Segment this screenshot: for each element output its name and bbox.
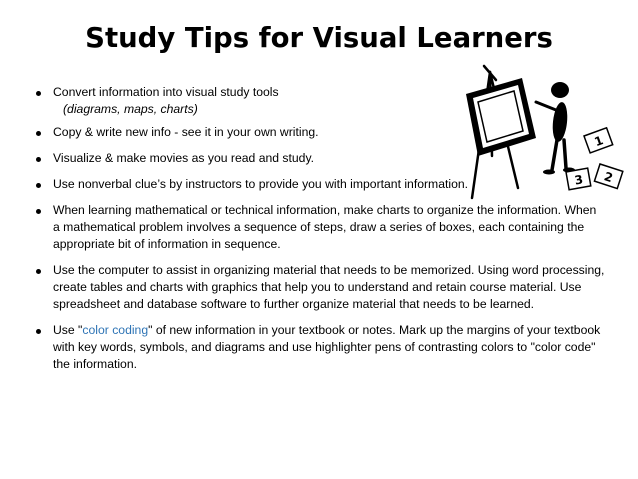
stick-figure-icon: [536, 82, 575, 175]
slide-title: Study Tips for Visual Learners: [85, 22, 553, 54]
number-card-label: 1: [592, 133, 606, 150]
bullet-text: Convert information into visual study tools: [53, 85, 279, 99]
canvas-frame-icon: [466, 78, 536, 156]
bullet-subtext: (diagrams, maps, charts): [63, 102, 198, 116]
bullet-dot-icon: [36, 269, 41, 274]
bullet-dot-icon: [36, 157, 41, 162]
bullet-text-suffix: " of new information in your textbook or notes. Mark up the margins of your textbook with key words, symbols, and diagrams and use highlighter pens of contrasting colors to "color code" the information.: [53, 323, 601, 371]
number-card-icon: [566, 168, 591, 190]
color-coding-link[interactable]: color coding: [82, 323, 149, 337]
bullet-text: Visualize & make movies as you read and study.: [53, 151, 315, 165]
bullet-item-math-charts: [36, 202, 606, 253]
bullet-text: Use the computer to assist in organizing material that needs to be memorized. Using word processing, create tables and charts with graphics that help you to understand and retain course material. Use spreadsheet and database software to further organize material that needs to be learned.: [53, 263, 605, 311]
bullet-item-computer: [36, 262, 606, 313]
bullet-text-prefix: Use ": [53, 323, 83, 337]
bullet-dot-icon: [36, 183, 41, 188]
bullet-dot-icon: [36, 329, 41, 334]
number-card-icon: [584, 128, 613, 153]
number-cards-icon: [566, 128, 623, 190]
number-card-label: 3: [573, 172, 585, 188]
easel-figure-clipart-icon: [452, 60, 638, 200]
bullet-text: When learning mathematical or technical information, make charts to organize the information. When a mathematical problem involves a sequence of steps, draw a series of boxes, each containing the appropriate bit of information in sequence.: [53, 203, 597, 251]
number-card-icon: [594, 164, 622, 189]
number-card-label: 2: [602, 169, 615, 186]
bullet-dot-icon: [36, 209, 41, 214]
bullet-text: Copy & write new info - see it in your own writing.: [53, 125, 319, 139]
bullet-text: Use nonverbal clue’s by instructors to provide you with important information.: [53, 177, 469, 191]
bullet-dot-icon: [36, 91, 41, 96]
bullet-item-color-coding: [36, 322, 606, 373]
bullet-dot-icon: [36, 131, 41, 136]
